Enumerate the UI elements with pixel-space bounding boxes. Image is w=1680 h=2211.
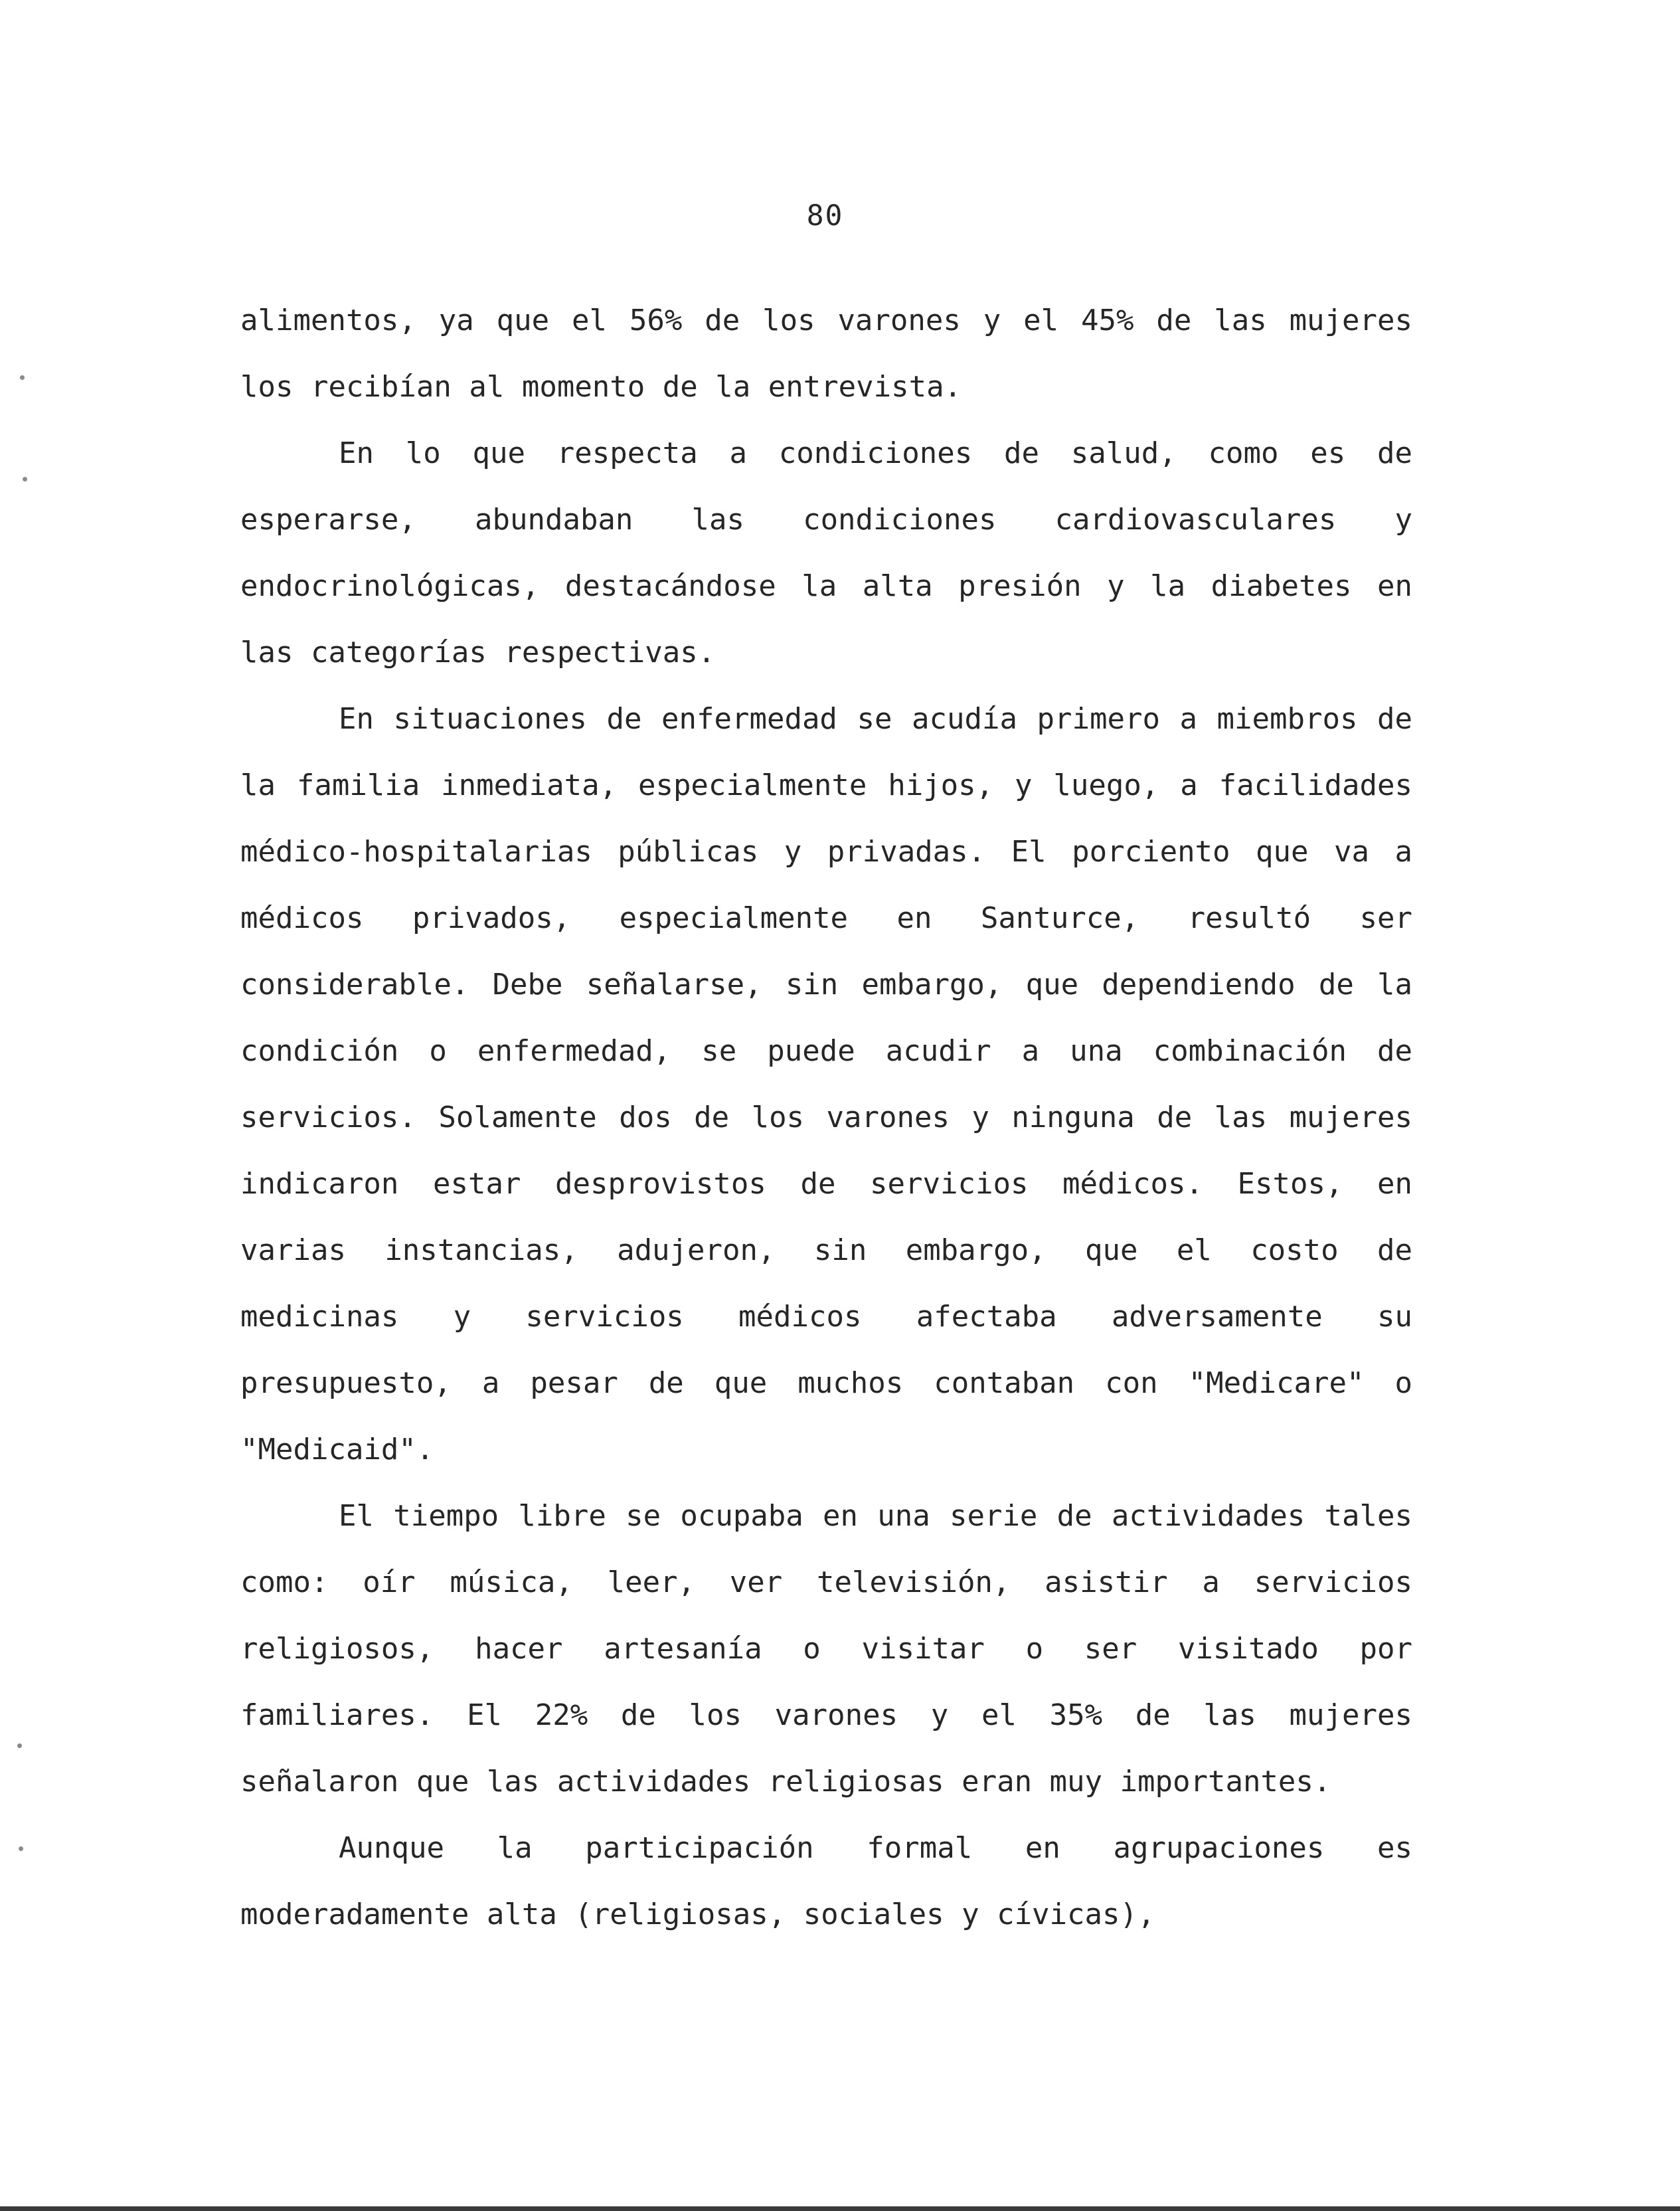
paragraph-illness-services: En situaciones de enfermedad se acudía primero a miembros de la familia inmediata, especialmente hijos, y luego, a facilidades médico-hospitalarias públicas y privadas. El porciento que va a médicos privados, especialmente en Santurce, resultó ser considerable. Debe señalarse, sin embargo, que dependiendo de la condición o enfermedad, se puede acudir a una combinación de servicios. Solamente dos de los varones y ninguna de las mujeres indicaron estar desprovistos de servicios médicos. Estos, en varias instancias, adujeron, sin embargo, que el costo de medicinas y servicios médicos afectaba adversamente su presupuesto, a pesar de que muchos contaban con "Medicare" o "Medicaid". [240, 702, 1412, 1466]
page-number: 80 [806, 199, 844, 232]
paragraph-participation: Aunque la participación formal en agrupaciones es moderadamente alta (religiosas, sociales y cívicas), [240, 1831, 1412, 1931]
scan-speck [19, 1846, 23, 1851]
scan-bottom-edge [0, 2206, 1680, 2211]
document-body [240, 288, 1412, 1948]
scan-speck [20, 375, 25, 380]
scan-speck [17, 1743, 22, 1748]
scan-speck [23, 477, 27, 482]
paragraph-health-conditions: En lo que respecta a condiciones de salud, como es de esperarse, abundaban las condiciones cardiovasculares y endocrinológicas, destacándose la alta presión y la diabetes en las categorías respectivas. [240, 436, 1412, 669]
paragraph-free-time: El tiempo libre se ocupaba en una serie de actividades tales como: oír música, leer, ver televisión, asistir a servicios religiosos, hacer artesanía o visitar o ser visitado por familiares. El 22% de los varones y el 35% de las mujeres señalaron que las actividades religiosas eran muy importantes. [240, 1499, 1412, 1799]
paragraph-continuation: alimentos, ya que el 56% de los varones y el 45% de las mujeres los recibían al momento de la entrevista. [240, 304, 1412, 404]
